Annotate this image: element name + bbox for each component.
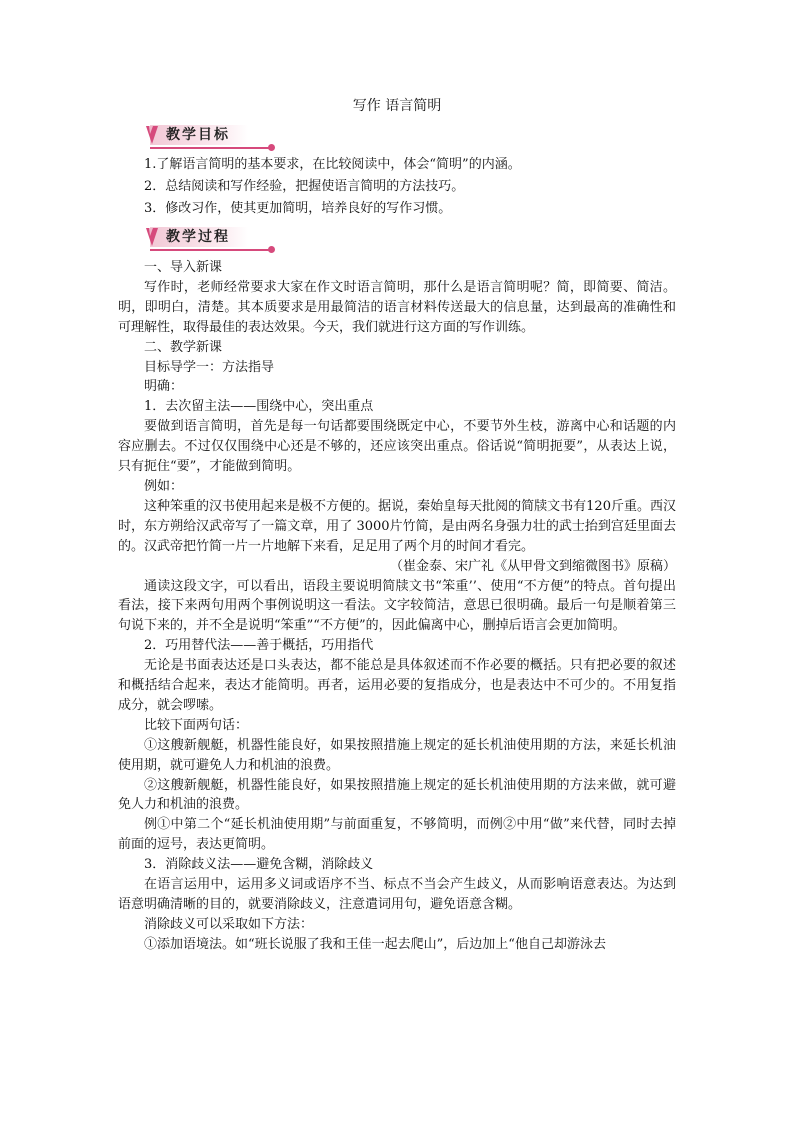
body-text <box>118 258 676 955</box>
header-underline <box>150 249 270 251</box>
method-item: ①添加语境法。如“班长说服了我和王佳一起去爬山”，后边加上“他自己却游泳去 <box>144 936 606 952</box>
source-citation: （崔金泰、宋广礼《从甲骨文到缩微图书》原稿） <box>389 558 676 574</box>
guide-heading: 目标导学一：方法指导 <box>144 359 275 375</box>
paragraph: 例①中第二个“延长机油使用期”与前面重复，不够简明，而例②中用“做”来代替，同时去掉前面的逗号，表达更简明。 <box>118 817 676 853</box>
header-dot-icon <box>268 144 275 151</box>
paragraph: 要做到语言简明，首先是每一句话都要围绕既定中心，不要节外生枝，游离中心和话题的内容应删去。不过仅仅围绕中心还是不够的，还应该突出重点。俗话说“简明扼要”，从表达上说，只有扼住“要”，才能做到简明。 <box>118 419 676 475</box>
paragraph: 在语言运用中，运用多义词或语序不当、标点不当会产生歧义，从而影响语意表达。为达到语意明确清晰的目的，就要消除歧义，注意遣词用句，避免语意含糊。 <box>118 877 676 912</box>
goal-item: 1.了解语言简明的基本要求，在比较阅读中，体会“简明”的内涵。 <box>144 157 521 172</box>
method-title: 1．去次留主法——围绕中心，突出重点 <box>144 399 374 415</box>
header-dot-icon <box>268 246 275 253</box>
methods-label: 消除歧义可以采取如下方法： <box>144 916 314 932</box>
clarify-label: 明确： <box>144 379 184 395</box>
example-label: 例如： <box>144 478 184 494</box>
example-sentence: ②这艘新舰艇，机器性能良好，如果按照措施上规定的延长机油使用期的方法来做，就可避免人力和机油的浪费。 <box>118 777 676 813</box>
method-title: 3．消除歧义法——避免含糊，消除歧义 <box>144 857 374 873</box>
heading-intro: 一、导入新课 <box>144 260 223 275</box>
header-underline <box>150 147 270 149</box>
section-label: 教学过程 <box>166 229 230 245</box>
paragraph: 无论是书面表达还是口头表达，都不能总是具体叙述而不作必要的概括。只有把必要的叙述和概括结合起来，表达才能简明。再者，运用必要的复指成分，也是表达中不可少的。不用复指成分，就会啰嗦。 <box>118 658 676 713</box>
section-header-process <box>144 224 278 254</box>
flag-icon <box>144 124 166 146</box>
example-sentence: ①这艘新舰艇，机器性能良好，如果按照措施上规定的延长机油使用期的方法，来延长机油使用期，就可避免人力和机油的浪费。 <box>118 737 676 773</box>
compare-label: 比较下面两句话： <box>144 717 249 733</box>
goal-item: 2．总结阅读和写作经验，把握使语言简明的方法技巧。 <box>144 179 465 194</box>
paragraph: 通读这段文字，可以看出，语段主要说明简牍文书“笨重’’、使用“不方便”的特点。首句提出看法，接下来两句用两个事例说明这一看法。文字较简洁，意思已很明确。最后一句是顺着第三句说下来的，并不全是说明“笨重”“不方便”的，因此偏离中心，删掉后语言会更加简明。 <box>118 578 676 634</box>
heading-new-lesson: 二、教学新课 <box>144 339 223 355</box>
goals-list <box>118 154 676 220</box>
section-label: 教学目标 <box>166 127 230 143</box>
goal-item: 3．修改习作，使其更加简明，培养良好的写作习惯。 <box>144 201 452 216</box>
flag-icon <box>144 226 166 248</box>
method-title: 2．巧用替代法——善于概括，巧用指代 <box>144 638 374 654</box>
paragraph: 写作时，老师经常要求大家在作文时语言简明，那什么是语言简明呢？简，即简要、简洁。明，即明白，清楚。其本质要求是用最简洁的语言材料传送最大的信息量，达到最高的准确性和可理解性，取得最佳的表达效果。今天，我们就进行这方面的写作训练。 <box>118 279 676 335</box>
document-page <box>118 94 676 955</box>
example-text: 这种笨重的汉书使用起来是极不方便的。据说，秦始皇每天批阅的简牍文书有120斤重。西汉时，东方朔给汉武帝写了一篇文章，用了 3000片竹简，是由两名身强力壮的武士抬到宫廷里面去的。汉武帝把竹简一片一片地解下来看，足足用了两个月的时间才看完。 <box>118 498 676 554</box>
page-title: 写作 语言简明 <box>352 98 442 114</box>
section-header-goals <box>144 122 278 152</box>
